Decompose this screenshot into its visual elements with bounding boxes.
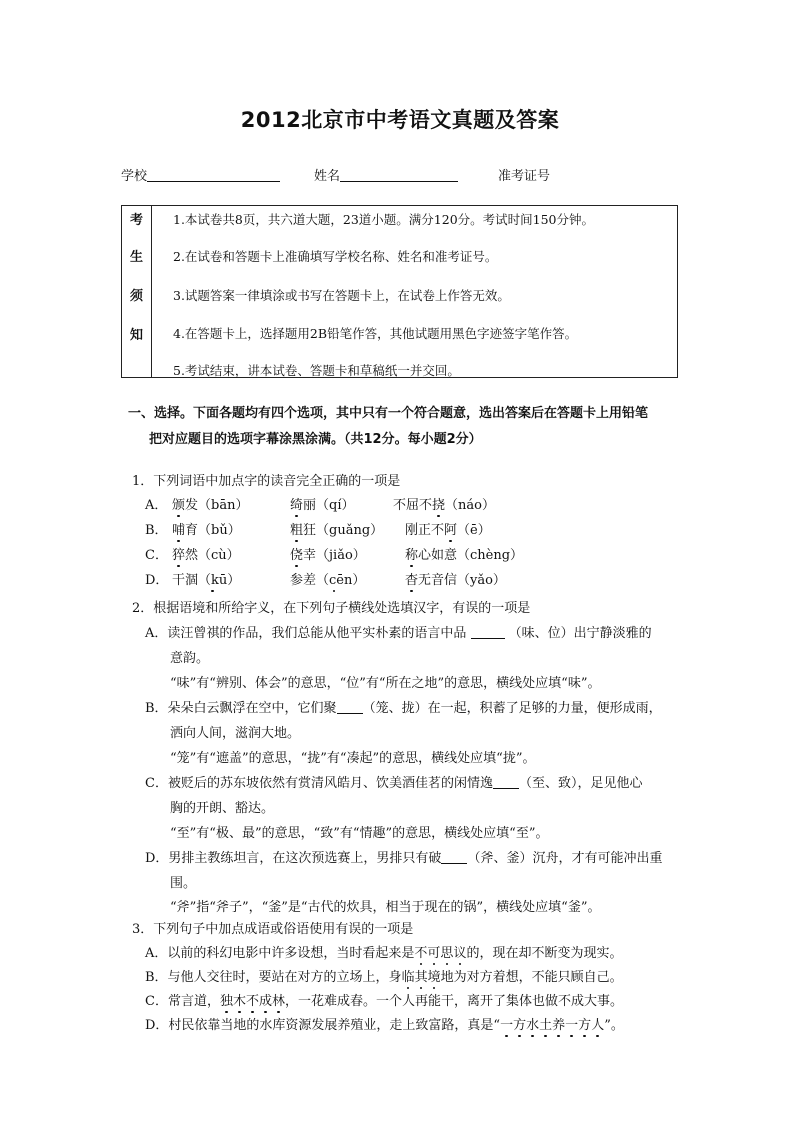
section-heading: 一、选择。下面各题均有四个选项，其中只有一个符合题意，选出答案后在答题卡上用铅笔 (128, 406, 649, 421)
section-heading-cont: 把对应题目的选项字幕涂黑涂满。（共12分。每小题2分） (149, 432, 482, 447)
school-blank (147, 167, 280, 182)
q2-option-a-cont: 意韵。 (170, 651, 210, 666)
fill-blank (471, 625, 505, 639)
q2-option-a-note: “味”有“辨别、体会”的意思，“位”有“所在之地”的意思，横线处应填“味”。 (170, 676, 601, 691)
notice-item: 5.考试结束，讲本试卷、答题卡和草稿纸一并交回。 (173, 363, 460, 378)
dotted-phrase: 临其境 (401, 970, 441, 985)
q2-option-c: C．被贬后的苏东坡依然有赏清风皓月、饮美酒佳茗的闲情逸 （至、致），足见他心 (145, 776, 643, 791)
q2-option-d-note: “斧”指“斧子”，“釜”是“古代的炊具，相当于现在的锅”，横线处应填“釜”。 (170, 900, 601, 915)
notice-char: 生 (129, 250, 143, 265)
q2-option-c-note: “至”有“极、最”的意思，“致”有“情趣”的意思，横线处应填“至”。 (170, 826, 549, 841)
candidate-notice-box (121, 205, 678, 378)
notice-item: 4.在答题卡上，选择题用2B铅笔作答，其他试题用黑色字迹签字笔作答。 (173, 326, 578, 341)
notice-side-label (122, 206, 152, 377)
notice-item: 3.试题答案一律填涂或书写在答题卡上，在试卷上作答无效。 (173, 288, 510, 303)
q3-option-d: D．村民依靠当地的水库资源发展养殖业，走上致富路，真是“一方水土养一方人”。 (145, 1018, 624, 1033)
school-label: 学校 (121, 169, 148, 184)
notice-item: 1.本试卷共8页，共六道大题，23道小题。满分120分。考试时间150分钟。 (173, 212, 595, 227)
q2-option-b: B．朵朵白云飘浮在空中，它们聚 （笼、拢）在一起，积蓄了足够的力量，便形成雨， (145, 701, 662, 716)
notice-item: 2.在试卷和答题卡上准确填写学校名称、姓名和准考证号。 (173, 249, 498, 264)
dotted-phrase: 一方水土养一方人 (500, 1018, 605, 1033)
exam-id-label: 准考证号 (498, 169, 551, 184)
fill-blank (337, 700, 363, 714)
notice-char: 考 (129, 213, 143, 228)
dotted-phrase: 独木不成林 (219, 994, 286, 1009)
q2-option-d: D．男排主教练坦言，在这次预选赛上，男排只有破 （斧、釜）沉舟，才有可能冲出重 (145, 851, 663, 866)
name-label: 姓名 (314, 169, 341, 184)
fill-blank (441, 850, 467, 864)
notice-char: 须 (129, 289, 143, 304)
q2-option-d-cont: 围。 (170, 876, 197, 891)
fill-blank (493, 775, 519, 789)
q2-option-a: A．读汪曾祺的作品，我们总能从他平实朴素的语言中品 （味、位）出宁静淡雅的 (145, 626, 652, 641)
exam-page: 2012北京市中考语文真题及答案 学校 姓名 准考证号 考 生 须 知 1.本试卷共8页，共六道大题，23道小题。满分120分。考试时间150分钟。 2.在试卷和答题卡上准确填写学校名称、姓名和准考证号。 3.试题答案一律填涂或书写在答题卡上，在试卷上作答无效。 4.在答题卡上，选择题用2B铅笔作答，其他试题用黑色字迹签字笔作答。 5.考试结束，讲本试卷、答题卡和草稿纸一并交回。 一、选择。下面各题均有四个选项，其中只有一个符合题意，选出答案后在答题卡上用铅笔 把对应题目的选项字幕涂黑涂满。（共12分。每小题2分） 1．下列词语中加点字的读音完全正确的一项是 A． 颁发（bān） 绮丽（qí） 不屈不挠（náo） B． 哺育（bǔ） 粗狂（guǎng） 刚正不阿（ē） C． 猝然（cù） 侥幸（jiǎo） 称心如意（chèng） D． 干涸（kū） 参差（cēn） 杳无音信（yǎo） 2．根据语境和所给字义，在下列句子横线处选填汉字，有误的一项是 A．读汪曾祺的作品，我们总能从他平实朴素的语言中品 （味、位）出宁静淡雅的 意韵。 “味”有“辨别、体会”的意思，“位”有“所在之地”的意思，横线处应填“味”。 B．朵朵白云飘浮在空中，它们聚 （笼、拢）在一起，积蓄了足够的力量，便形成雨， 洒向人间，滋润大地。 “笼”有“遮盖”的意思，“拢”有“凑起”的意思，横线处应填“拢”。 C．被贬后的苏东坡依然有赏清风皓月、饮美酒佳茗的闲情逸 （至、致），足见他心 胸的开朗、豁达。 “至”有“极、最”的意思，“致”有“情趣”的意思，横线处应填“至”。 D．男排主教练坦言，在这次预选赛上，男排只有破 （斧、釜）沉舟，才有可能冲出重 围。 “斧”指“斧子”，“釜”是“古代的炊具，相当于现在的锅”，横线处应填“釜”。 3．下列句子中加点成语或俗语使用有误的一项是 A．以前的科幻电影中许多设想，当时看起来是不可思议的，现在却不断变为现实。 B．与他人交往时，要站在对方的立场上，身临其境地为对方着想，不能只顾自己。 C．常言道，独木不成林，一花难成春。一个人再能干，离开了集体也做不成大事。 D．村民依靠当地的水库资源发展养殖业，走上致富路，真是“一方水土养一方人”。 (0, 0, 800, 1133)
q3-stem: 3．下列句子中加点成语或俗语使用有误的一项是 (132, 922, 414, 937)
q2-option-b-cont: 洒向人间，滋润大地。 (170, 726, 301, 741)
name-field (314, 165, 458, 184)
q3-option-b: B．与他人交往时，要站在对方的立场上，身临其境地为对方着想，不能只顾自己。 (145, 970, 623, 985)
q2-option-b-note: “笼”有“遮盖”的意思，“拢”有“凑起”的意思，横线处应填“拢”。 (170, 751, 536, 766)
q3-option-a: A．以前的科幻电影中许多设想，当时看起来是不可思议的，现在却不断变为现实。 (145, 946, 623, 961)
notice-char: 知 (129, 328, 143, 343)
page-title: 2012北京市中考语文真题及答案 (240, 108, 560, 132)
q2-stem: 2．根据语境和所给字义，在下列句子横线处选填汉字，有误的一项是 (132, 601, 531, 616)
q3-option-c: C．常言道，独木不成林，一花难成春。一个人再能干，离开了集体也做不成大事。 (145, 994, 624, 1009)
name-blank (340, 167, 458, 182)
q1-stem: 1．下列词语中加点字的读音完全正确的一项是 (132, 474, 401, 489)
q2-option-c-cont: 胸的开朗、豁达。 (170, 801, 275, 816)
dotted-phrase: 不可思议 (414, 946, 467, 961)
school-field (121, 165, 280, 184)
